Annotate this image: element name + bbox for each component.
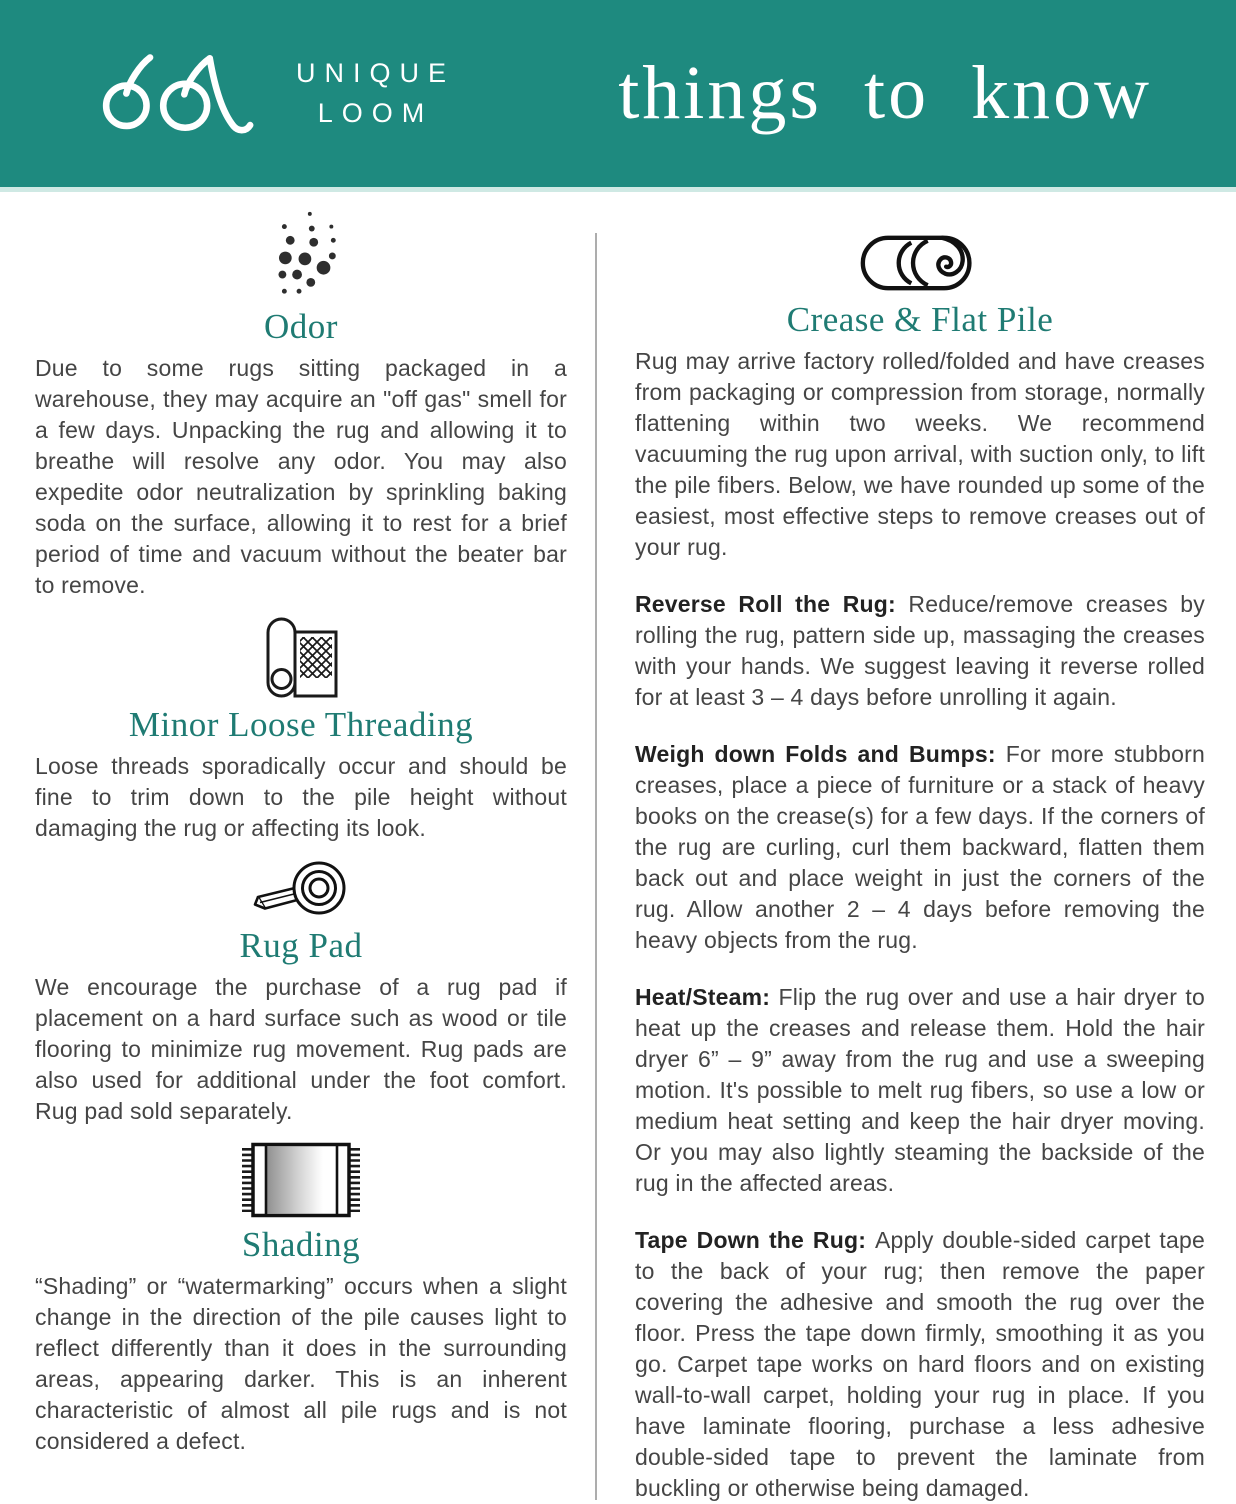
tip-label: Tape Down the Rug: [635, 1227, 867, 1253]
unique-loom-glasses-logo [100, 49, 280, 145]
rolled-rug-crosshatch-icon [263, 615, 339, 699]
tip-heat-steam [635, 982, 1205, 1199]
section-body-rug-pad: We encourage the purchase of a rug pad if placement on a hard surface such as wood or tile flooring to minimize rug movement. Rug pads are also used for additional under the foot comfort. Rug pad sold separately. [35, 974, 567, 1124]
section-odor [35, 208, 567, 601]
page-header [0, 0, 1236, 187]
section-heading-shading: Shading [241, 1225, 361, 1264]
tip-text: Reduce/remove creases by rolling the rug, pattern side up, massaging the creases with your hands. We suggest leaving it reverse rolled for at least 3 – 4 days before unrolling it again. [635, 591, 1205, 710]
shaded-rug-fringe-icon [239, 1141, 363, 1219]
tip-text: For more stubborn creases, place a piece of furniture or a stack of heavy books on the crease(s) for a few days. If the corners of the rug are curling, curl them backward, flatten them back out and place weight in just the corners of the rug. Allow another 2 – 4 days before removing the heavy objects from the rug. [635, 741, 1205, 953]
section-heading-rug-pad: Rug Pad [239, 926, 363, 965]
tip-text: Apply double-sided carpet tape to the back of your rug; then remove the paper covering the adhesive and smooth the rug over the floor. Press the tape down firmly, smoothing it as you go. Carpet tape works on hard floors and on existing wall-to-wall carpet, holding your rug in place. If you have laminate flooring, purchase a less adhesive double-sided tape to prevent the laminate from buckling or otherwise being damaged. [635, 1227, 1205, 1501]
brand-block [100, 43, 455, 145]
column-divider [595, 233, 597, 1500]
page-title: things to know [618, 51, 1152, 135]
section-threading [35, 615, 567, 844]
tip-text: Flip the rug over and use a hair dryer to heat up the creases and release them. Hold the hair dryer 6” – 9” away from the rug and use a sweeping motion. It's possible to melt rug fibers, so use a low or medium heat setting and keep the hair dryer moving. Or you may also lightly steaming the backside of the rug in the affected areas. [635, 984, 1205, 1196]
section-heading-threading: Minor Loose Threading [128, 705, 474, 744]
section-heading-crease: Crease & Flat Pile [786, 300, 1054, 339]
rug-pad-roll-icon [253, 858, 349, 920]
section-shading [35, 1141, 567, 1457]
odor-dots-icon [247, 208, 355, 301]
brand-name [296, 54, 455, 132]
brand-line1: UNIQUE [296, 58, 456, 89]
section-heading-odor: Odor [264, 307, 338, 346]
left-column [35, 192, 567, 1457]
crease-intro-text: Rug may arrive factory rolled/folded and have creases from packaging or compression from storage, normally flattening within two weeks. We recommend vacuuming the rug upon arrival, with suction only, to lift the pile fibers. Below, we have rounded up some of the easiest, most effective steps to remove creases out of your rug. [635, 348, 1205, 560]
section-body-threading: Loose threads sporadically occur and should be fine to trim down to the pile height without damaging the rug or affecting its look. [35, 753, 567, 841]
content-area [0, 192, 1236, 1500]
section-rug-pad [35, 858, 567, 1127]
tip-tape-down [635, 1225, 1205, 1504]
section-body-shading: “Shading” or “watermarking” occurs when a slight change in the direction of the pile causes light to reflect differently than it does in the surrounding areas, appearing darker. This is an inherent characteristic of almost all pile rugs and is not considered a defect. [35, 1273, 567, 1454]
section-body-odor: Due to some rugs sitting packaged in a warehouse, they may acquire an "off gas" smell for a few days. Unpacking the rug and allowing it to breathe will resolve any odor. You may also expedite odor neutralization by sprinkling baking soda on the surface, allowing it to rest for a brief period of time and vacuum without the beater bar to remove. [35, 355, 567, 598]
right-column [635, 192, 1205, 1504]
tip-label: Weigh down Folds and Bumps: [635, 741, 996, 767]
tip-label: Reverse Roll the Rug: [635, 591, 896, 617]
tip-weigh-down [635, 739, 1205, 956]
tip-reverse-roll [635, 589, 1205, 713]
brand-line2: LOOM [317, 97, 434, 128]
section-crease-flat-pile [635, 232, 1205, 1504]
rolled-rug-side-icon [857, 232, 983, 294]
tip-label: Heat/Steam: [635, 984, 771, 1010]
